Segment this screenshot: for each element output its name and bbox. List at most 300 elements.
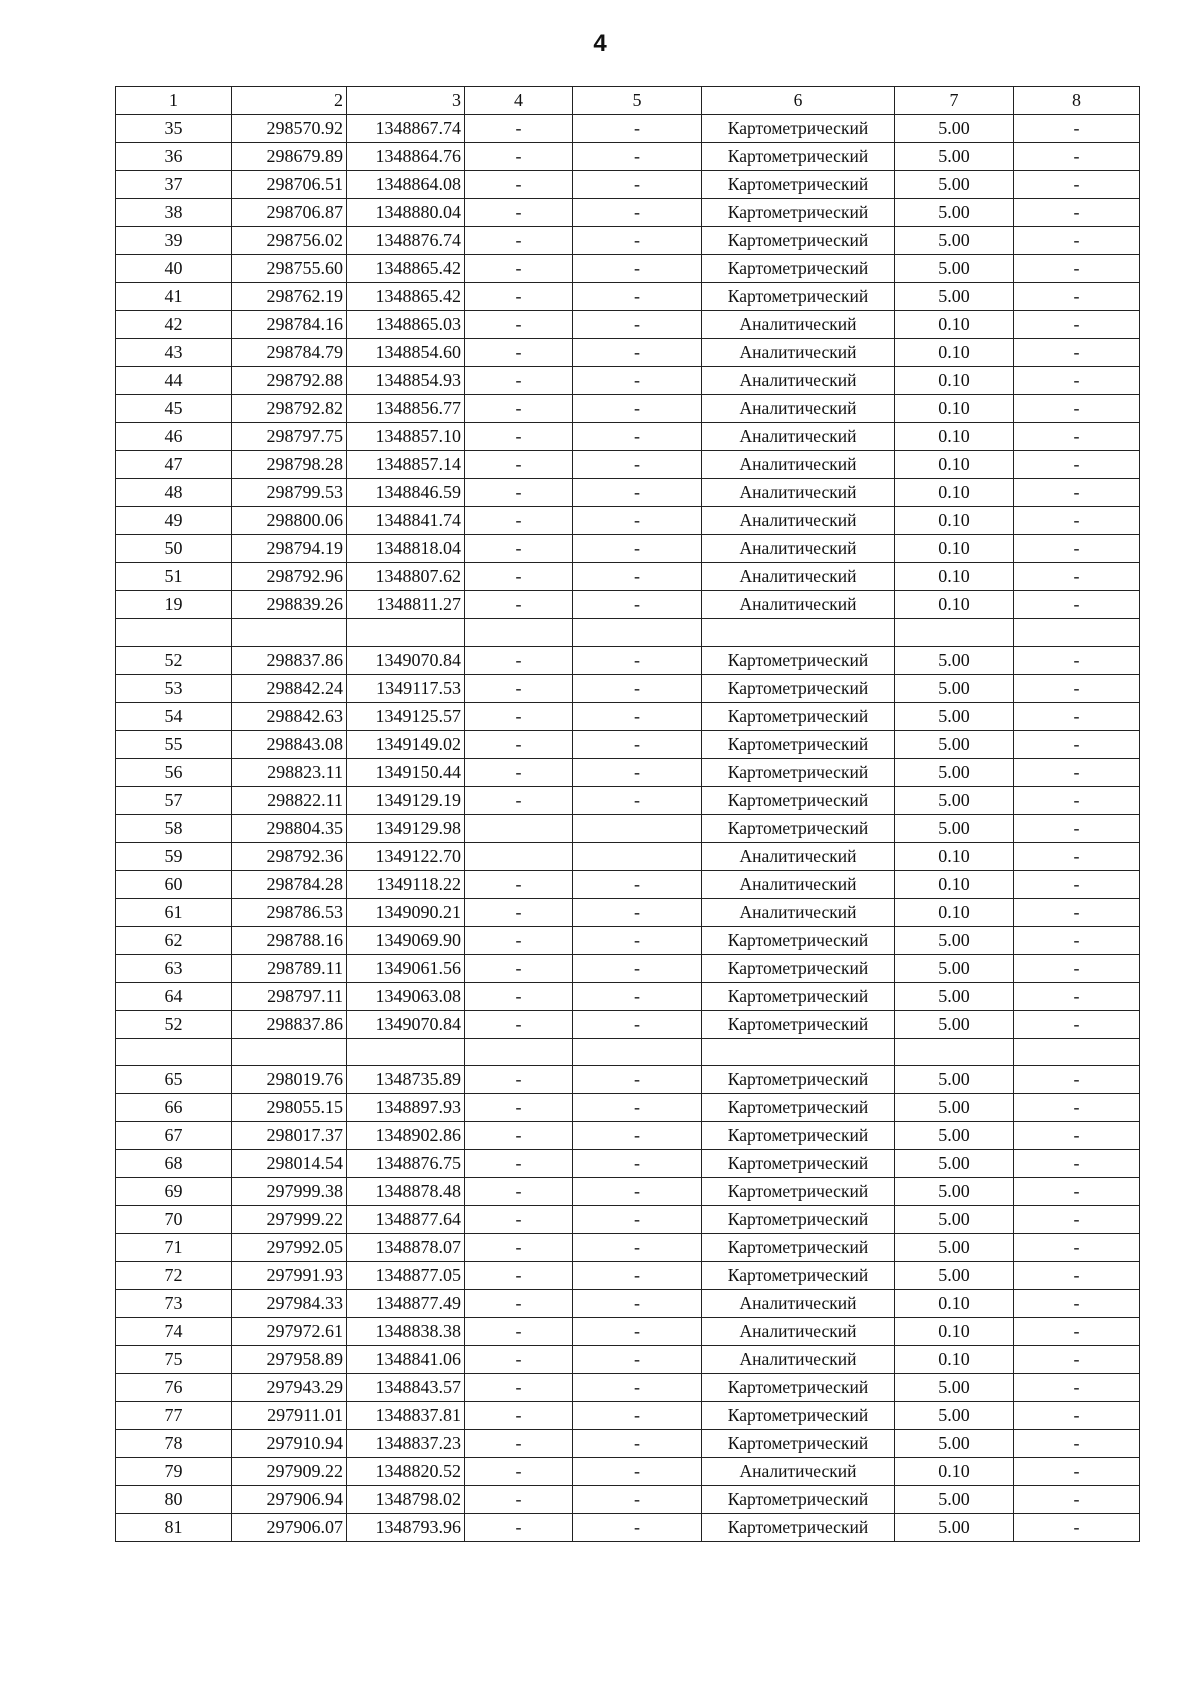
- table-cell: Картометрический: [702, 1206, 895, 1234]
- table-cell: 297984.33: [232, 1290, 347, 1318]
- table-cell: 298823.11: [232, 758, 347, 786]
- table-cell: 54: [116, 702, 232, 730]
- table-cell: 298014.54: [232, 1150, 347, 1178]
- table-row: [116, 1290, 1140, 1318]
- table-cell: 5.00: [895, 954, 1014, 982]
- table-cell: -: [573, 758, 702, 786]
- table-cell: Картометрический: [702, 171, 895, 199]
- table-cell: -: [465, 1234, 573, 1262]
- table-cell: -: [573, 674, 702, 702]
- table-cell: -: [1014, 1206, 1140, 1234]
- table-cell: 298798.28: [232, 451, 347, 479]
- table-cell: 0.10: [895, 339, 1014, 367]
- table-cell: 297906.94: [232, 1486, 347, 1514]
- table-cell: 1348857.14: [347, 451, 465, 479]
- table-cell: -: [1014, 1178, 1140, 1206]
- table-cell: 5.00: [895, 674, 1014, 702]
- table-cell: -: [465, 1346, 573, 1374]
- table-cell: 298706.87: [232, 199, 347, 227]
- table-cell: 1348876.75: [347, 1150, 465, 1178]
- table-row: [116, 507, 1140, 535]
- table-cell: Аналитический: [702, 1346, 895, 1374]
- table-cell: 75: [116, 1346, 232, 1374]
- table-cell: 0.10: [895, 451, 1014, 479]
- table-cell: -: [465, 1122, 573, 1150]
- table-cell: Картометрический: [702, 1402, 895, 1430]
- table-cell: 5.00: [895, 646, 1014, 674]
- table-cell: -: [1014, 1262, 1140, 1290]
- table-cell: 1349070.84: [347, 646, 465, 674]
- table-cell: Аналитический: [702, 339, 895, 367]
- table-cell: -: [573, 786, 702, 814]
- table-row: [116, 367, 1140, 395]
- table-cell: 73: [116, 1290, 232, 1318]
- table-cell: 5.00: [895, 1122, 1014, 1150]
- table-cell: [895, 1038, 1014, 1066]
- table-cell: 0.10: [895, 591, 1014, 619]
- table-cell: -: [1014, 646, 1140, 674]
- table-cell: -: [465, 311, 573, 339]
- table-cell: 1349150.44: [347, 758, 465, 786]
- table-cell: 298789.11: [232, 954, 347, 982]
- table-cell: 1348837.23: [347, 1430, 465, 1458]
- table-cell: 61: [116, 898, 232, 926]
- table-row: [116, 115, 1140, 143]
- table-row: [116, 143, 1140, 171]
- table-row: [116, 1458, 1140, 1486]
- table-row: [116, 1038, 1140, 1066]
- table-cell: -: [465, 395, 573, 423]
- table-row: [116, 563, 1140, 591]
- table-cell: -: [1014, 283, 1140, 311]
- table-cell: Аналитический: [702, 367, 895, 395]
- table-cell: 1348864.08: [347, 171, 465, 199]
- table-cell: 1348902.86: [347, 1122, 465, 1150]
- table-cell: 297991.93: [232, 1262, 347, 1290]
- table-row: [116, 730, 1140, 758]
- table-row: [116, 786, 1140, 814]
- table-cell: 0.10: [895, 507, 1014, 535]
- table-cell: Картометрический: [702, 1374, 895, 1402]
- table-cell: 0.10: [895, 842, 1014, 870]
- table-cell: 1348798.02: [347, 1486, 465, 1514]
- table-cell: -: [1014, 451, 1140, 479]
- table-cell: -: [573, 926, 702, 954]
- table-cell: 1348820.52: [347, 1458, 465, 1486]
- table-cell: 1348793.96: [347, 1514, 465, 1542]
- table-cell: -: [465, 730, 573, 758]
- table-cell: -: [1014, 199, 1140, 227]
- table-cell: 38: [116, 199, 232, 227]
- table-row: [116, 646, 1140, 674]
- table-row: [116, 423, 1140, 451]
- table-row: [116, 702, 1140, 730]
- table-cell: 1348865.42: [347, 255, 465, 283]
- table-cell: Картометрический: [702, 1430, 895, 1458]
- table-cell: Картометрический: [702, 1262, 895, 1290]
- table-cell: -: [573, 870, 702, 898]
- table-cell: [465, 842, 573, 870]
- page-number: 4: [593, 30, 607, 57]
- table-cell: -: [573, 115, 702, 143]
- table-cell: 70: [116, 1206, 232, 1234]
- table-cell: -: [573, 395, 702, 423]
- table-row: [116, 1206, 1140, 1234]
- table-cell: [232, 619, 347, 647]
- table-row: [116, 227, 1140, 255]
- table-cell: -: [573, 451, 702, 479]
- table-row: [116, 954, 1140, 982]
- table-cell: -: [1014, 171, 1140, 199]
- table-cell: 1348854.60: [347, 339, 465, 367]
- table-cell: 1348735.89: [347, 1066, 465, 1094]
- table-cell: Картометрический: [702, 1178, 895, 1206]
- table-cell: 297909.22: [232, 1458, 347, 1486]
- table-cell: Картометрический: [702, 1234, 895, 1262]
- table-cell: -: [465, 1206, 573, 1234]
- table-cell: -: [465, 255, 573, 283]
- table-cell: 5.00: [895, 814, 1014, 842]
- table-cell: -: [465, 423, 573, 451]
- table-row: [116, 171, 1140, 199]
- table-cell: 297999.38: [232, 1178, 347, 1206]
- table-cell: -: [573, 1066, 702, 1094]
- table-cell: 36: [116, 143, 232, 171]
- table-cell: -: [465, 339, 573, 367]
- table-cell: 1348856.77: [347, 395, 465, 423]
- table-cell: -: [465, 507, 573, 535]
- table-cell: -: [573, 367, 702, 395]
- table-cell: -: [1014, 1458, 1140, 1486]
- table-cell: 5.00: [895, 199, 1014, 227]
- table-cell: 1349125.57: [347, 702, 465, 730]
- table-cell: [465, 814, 573, 842]
- table-cell: [465, 619, 573, 647]
- table-cell: -: [465, 1178, 573, 1206]
- table-cell: Картометрический: [702, 1486, 895, 1514]
- table-cell: -: [465, 283, 573, 311]
- table-cell: -: [465, 1150, 573, 1178]
- table-row: [116, 339, 1140, 367]
- table-cell: 298017.37: [232, 1122, 347, 1150]
- table-cell: -: [465, 1514, 573, 1542]
- table-row: [116, 1514, 1140, 1542]
- table-cell: 0.10: [895, 311, 1014, 339]
- table-cell: -: [573, 339, 702, 367]
- table-cell: 1348877.49: [347, 1290, 465, 1318]
- table-cell: 1348843.57: [347, 1374, 465, 1402]
- table-cell: 5.00: [895, 1402, 1014, 1430]
- table-row: [116, 1262, 1140, 1290]
- table-cell: -: [573, 507, 702, 535]
- table-cell: -: [465, 870, 573, 898]
- table-cell: 55: [116, 730, 232, 758]
- table-cell: -: [573, 1374, 702, 1402]
- table-cell: 0.10: [895, 870, 1014, 898]
- table-cell: 57: [116, 786, 232, 814]
- table-cell: Аналитический: [702, 563, 895, 591]
- table-cell: 40: [116, 255, 232, 283]
- table-cell: 1348807.62: [347, 563, 465, 591]
- table-cell: Аналитический: [702, 311, 895, 339]
- table-cell: 297910.94: [232, 1430, 347, 1458]
- table-cell: [573, 619, 702, 647]
- table-cell: -: [573, 954, 702, 982]
- table-row: [116, 1402, 1140, 1430]
- table-cell: -: [465, 786, 573, 814]
- table-header-row: [116, 87, 1140, 115]
- table-cell: 45: [116, 395, 232, 423]
- table-cell: -: [465, 199, 573, 227]
- table-cell: Картометрический: [702, 1066, 895, 1094]
- table-cell: -: [1014, 339, 1140, 367]
- table-cell: 298804.35: [232, 814, 347, 842]
- table-cell: 44: [116, 367, 232, 395]
- table-cell: Картометрический: [702, 982, 895, 1010]
- table-cell: -: [1014, 1290, 1140, 1318]
- table-cell: 298797.75: [232, 423, 347, 451]
- table-header-cell: 5: [573, 87, 702, 115]
- table-cell: Аналитический: [702, 395, 895, 423]
- table-cell: -: [573, 702, 702, 730]
- table-row: [116, 591, 1140, 619]
- table-cell: 41: [116, 283, 232, 311]
- table-cell: -: [1014, 842, 1140, 870]
- table-cell: -: [573, 1262, 702, 1290]
- table-row: [116, 674, 1140, 702]
- table-cell: -: [1014, 1486, 1140, 1514]
- table-row: [116, 199, 1140, 227]
- table-cell: 5.00: [895, 1010, 1014, 1038]
- table-cell: 297972.61: [232, 1318, 347, 1346]
- table-cell: 5.00: [895, 982, 1014, 1010]
- table-cell: 0.10: [895, 563, 1014, 591]
- table-cell: 65: [116, 1066, 232, 1094]
- table-cell: 298788.16: [232, 926, 347, 954]
- table-cell: 298837.86: [232, 1010, 347, 1038]
- table-cell: -: [573, 1402, 702, 1430]
- table-cell: [1014, 619, 1140, 647]
- table-header-cell: 1: [116, 87, 232, 115]
- table-cell: 1348897.93: [347, 1094, 465, 1122]
- table-cell: 1348846.59: [347, 479, 465, 507]
- table-header-cell: 8: [1014, 87, 1140, 115]
- table-cell: -: [465, 227, 573, 255]
- table-cell: -: [1014, 1346, 1140, 1374]
- table-cell: 5.00: [895, 283, 1014, 311]
- table-cell: Картометрический: [702, 786, 895, 814]
- table-cell: 72: [116, 1262, 232, 1290]
- table-cell: -: [465, 646, 573, 674]
- table-cell: 298800.06: [232, 507, 347, 535]
- table-cell: Картометрический: [702, 1094, 895, 1122]
- table-row: [116, 1430, 1140, 1458]
- table-row: [116, 1150, 1140, 1178]
- table-cell: Аналитический: [702, 1318, 895, 1346]
- table-cell: -: [465, 591, 573, 619]
- table-cell: [702, 619, 895, 647]
- table-cell: Картометрический: [702, 702, 895, 730]
- table-cell: 0.10: [895, 1346, 1014, 1374]
- table-cell: 298794.19: [232, 535, 347, 563]
- table-cell: 48: [116, 479, 232, 507]
- table-cell: -: [573, 199, 702, 227]
- table-cell: 1349117.53: [347, 674, 465, 702]
- table-cell: 47: [116, 451, 232, 479]
- table-cell: -: [1014, 954, 1140, 982]
- table-header-cell: 4: [465, 87, 573, 115]
- table-cell: 59: [116, 842, 232, 870]
- table-cell: -: [465, 1010, 573, 1038]
- table-cell: -: [573, 982, 702, 1010]
- table-cell: [702, 1038, 895, 1066]
- table-cell: -: [1014, 143, 1140, 171]
- table-row: [116, 311, 1140, 339]
- table-cell: 298755.60: [232, 255, 347, 283]
- table-cell: 298784.28: [232, 870, 347, 898]
- table-cell: -: [1014, 479, 1140, 507]
- table-cell: -: [1014, 674, 1140, 702]
- table-cell: 5.00: [895, 1374, 1014, 1402]
- table-cell: 5.00: [895, 1066, 1014, 1094]
- table-cell: 1348841.74: [347, 507, 465, 535]
- table-cell: -: [573, 1234, 702, 1262]
- table-header-cell: 6: [702, 87, 895, 115]
- table-cell: 78: [116, 1430, 232, 1458]
- table-cell: 67: [116, 1122, 232, 1150]
- table-cell: Картометрический: [702, 1122, 895, 1150]
- table-cell: -: [573, 646, 702, 674]
- table-cell: Картометрический: [702, 255, 895, 283]
- table-cell: [895, 619, 1014, 647]
- table-cell: -: [1014, 1318, 1140, 1346]
- table-cell: 50: [116, 535, 232, 563]
- table-cell: 1349069.90: [347, 926, 465, 954]
- table-cell: -: [1014, 1374, 1140, 1402]
- table-row: [116, 1234, 1140, 1262]
- table-cell: -: [1014, 423, 1140, 451]
- table-cell: -: [1014, 1234, 1140, 1262]
- table-cell: Картометрический: [702, 730, 895, 758]
- table-cell: 46: [116, 423, 232, 451]
- table-cell: -: [1014, 926, 1140, 954]
- table-cell: [347, 1038, 465, 1066]
- table-cell: 0.10: [895, 898, 1014, 926]
- table-cell: 298837.86: [232, 646, 347, 674]
- table-cell: 52: [116, 1010, 232, 1038]
- table-cell: -: [465, 926, 573, 954]
- table-cell: 1349122.70: [347, 842, 465, 870]
- table-cell: -: [465, 758, 573, 786]
- table-cell: -: [1014, 786, 1140, 814]
- table-cell: 51: [116, 563, 232, 591]
- table-cell: -: [1014, 1150, 1140, 1178]
- table-cell: -: [1014, 395, 1140, 423]
- table-cell: 0.10: [895, 423, 1014, 451]
- table-cell: 5.00: [895, 786, 1014, 814]
- table-cell: 297911.01: [232, 1402, 347, 1430]
- table-cell: -: [465, 1430, 573, 1458]
- table-cell: 1349070.84: [347, 1010, 465, 1038]
- table-cell: 298792.96: [232, 563, 347, 591]
- table-cell: 298786.53: [232, 898, 347, 926]
- table-header-cell: 2: [232, 87, 347, 115]
- table-cell: -: [465, 1094, 573, 1122]
- table-cell: Картометрический: [702, 283, 895, 311]
- table-cell: [1014, 1038, 1140, 1066]
- table-cell: 298756.02: [232, 227, 347, 255]
- table-cell: -: [465, 1262, 573, 1290]
- table-cell: 80: [116, 1486, 232, 1514]
- table-row: [116, 1178, 1140, 1206]
- table-cell: [116, 1038, 232, 1066]
- table-cell: Картометрический: [702, 926, 895, 954]
- table-cell: 60: [116, 870, 232, 898]
- table-cell: 66: [116, 1094, 232, 1122]
- table-cell: 0.10: [895, 535, 1014, 563]
- table-cell: 297958.89: [232, 1346, 347, 1374]
- table-cell: [232, 1038, 347, 1066]
- table-cell: 5.00: [895, 1486, 1014, 1514]
- table-row: [116, 758, 1140, 786]
- table-cell: -: [465, 674, 573, 702]
- table-cell: -: [1014, 1122, 1140, 1150]
- table-cell: 1348837.81: [347, 1402, 465, 1430]
- table-cell: -: [1014, 507, 1140, 535]
- table-cell: -: [465, 535, 573, 563]
- table-cell: 79: [116, 1458, 232, 1486]
- table-cell: -: [573, 1514, 702, 1542]
- table-row: [116, 255, 1140, 283]
- table-cell: 5.00: [895, 1234, 1014, 1262]
- table-cell: -: [1014, 982, 1140, 1010]
- table-cell: -: [1014, 1402, 1140, 1430]
- table-cell: 43: [116, 339, 232, 367]
- table-cell: -: [1014, 115, 1140, 143]
- table-cell: 298679.89: [232, 143, 347, 171]
- table-cell: 1348838.38: [347, 1318, 465, 1346]
- table-cell: -: [465, 451, 573, 479]
- table-cell: -: [573, 730, 702, 758]
- table-cell: -: [465, 143, 573, 171]
- table-cell: Картометрический: [702, 1150, 895, 1178]
- table-cell: -: [1014, 702, 1140, 730]
- table-cell: -: [573, 479, 702, 507]
- table-row: [116, 814, 1140, 842]
- table-row: [116, 842, 1140, 870]
- table-cell: 298055.15: [232, 1094, 347, 1122]
- table-cell: 1348865.42: [347, 283, 465, 311]
- table-cell: 5.00: [895, 1262, 1014, 1290]
- table-cell: -: [465, 898, 573, 926]
- table-cell: 1348880.04: [347, 199, 465, 227]
- table-cell: -: [1014, 1430, 1140, 1458]
- table-cell: -: [573, 1010, 702, 1038]
- table-cell: -: [465, 479, 573, 507]
- table-cell: -: [573, 563, 702, 591]
- table-header-cell: 3: [347, 87, 465, 115]
- table-cell: 76: [116, 1374, 232, 1402]
- table-cell: -: [573, 423, 702, 451]
- table-row: [116, 1346, 1140, 1374]
- table-cell: 5.00: [895, 255, 1014, 283]
- table-cell: 297943.29: [232, 1374, 347, 1402]
- table-cell: 68: [116, 1150, 232, 1178]
- table-cell: -: [465, 563, 573, 591]
- table-cell: Картометрический: [702, 1010, 895, 1038]
- table-cell: 297992.05: [232, 1234, 347, 1262]
- table-cell: 1348865.03: [347, 311, 465, 339]
